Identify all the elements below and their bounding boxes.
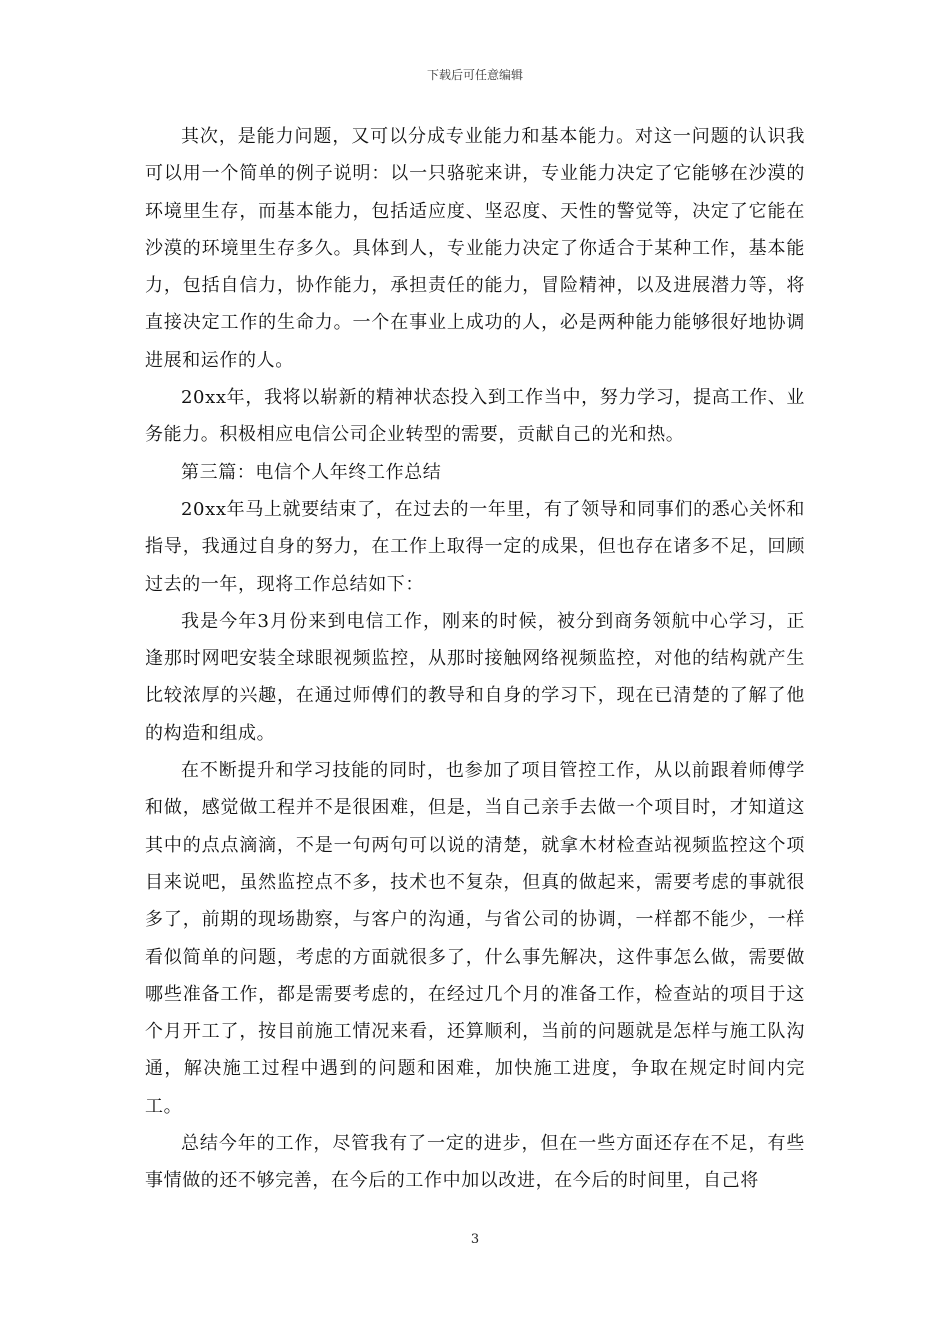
page-header: 下载后可任意编辑 bbox=[426, 68, 523, 82]
paragraph: 我是今年3月份来到电信工作，刚来的时候，被分到商务领航中心学习，正逢那时网吧安装全球眼视频监控，从那时接触网络视频监控，对他的结构就产生比较浓厚的兴趣，在通过师傅们的教导和自身的学习下，现在已清楚的了解了他的构造和组成。 bbox=[145, 610, 805, 744]
paragraph: 其次，是能力问题，又可以分成专业能力和基本能力。对这一问题的认识我可以用一个简单的例子说明：以一只骆驼来讲，专业能力决定了它能够在沙漠的环境里生存，而基本能力，包括适应度、坚忍度、天性的警觉等，决定了它能在沙漠的环境里生存多久。具体到人，专业能力决定了你适合于某种工作，基本能力，包括自信力，协作能力，承担责任的能力，冒险精神，以及进展潜力等，将直接决定工作的生命力。一个在事业上成功的人，必是两种能力能够很好地协调进展和运作的人。 bbox=[145, 126, 805, 371]
paragraph: 在不断提升和学习技能的同时，也参加了项目管控工作，从以前跟着师傅学和做，感觉做工程并不是很困难，但是，当自己亲手去做一个项目时，才知道这其中的点点滴滴，不是一句两句可以说的清楚，就拿木材检查站视频监控这个项目来说吧，虽然监控点不多，技术也不复杂，但真的做起来，需要考虑的事就很多了，前期的现场勘察，与客户的沟通，与省公司的协调，一样都不能少，一样看似简单的问题，考虑的方面就很多了，什么事先解决，这件事怎么做，需要做哪些准备工作，都是需要考虑的，在经过几个月的准备工作，检查站的项目于这个月开工了，按目前施工情况来看，还算顺利，当前的问题就是怎样与施工队沟通，解决施工过程中遇到的问题和困难，加快施工进度，争取在规定时间内完工。 bbox=[145, 760, 805, 1117]
document-body bbox=[145, 118, 805, 1200]
page-number: 3 bbox=[470, 1232, 480, 1247]
paragraph: 20xx年马上就要结束了，在过去的一年里，有了领导和同事们的悉心关怀和指导，我通过自身的努力，在工作上取得一定的成果，但也存在诸多不足，回顾过去的一年，现将工作总结如下： bbox=[145, 498, 805, 595]
paragraph: 20xx年，我将以崭新的精神状态投入到工作当中，努力学习，提高工作、业务能力。积极相应电信公司企业转型的需要，贡献自己的光和热。 bbox=[145, 387, 805, 446]
section-heading: 第三篇：电信个人年终工作总结 bbox=[181, 461, 442, 483]
paragraph: 总结今年的工作，尽管我有了一定的进步，但在一些方面还存在不足，有些事情做的还不够完善，在今后的工作中加以改进，在今后的时间里，自己将 bbox=[145, 1133, 805, 1192]
